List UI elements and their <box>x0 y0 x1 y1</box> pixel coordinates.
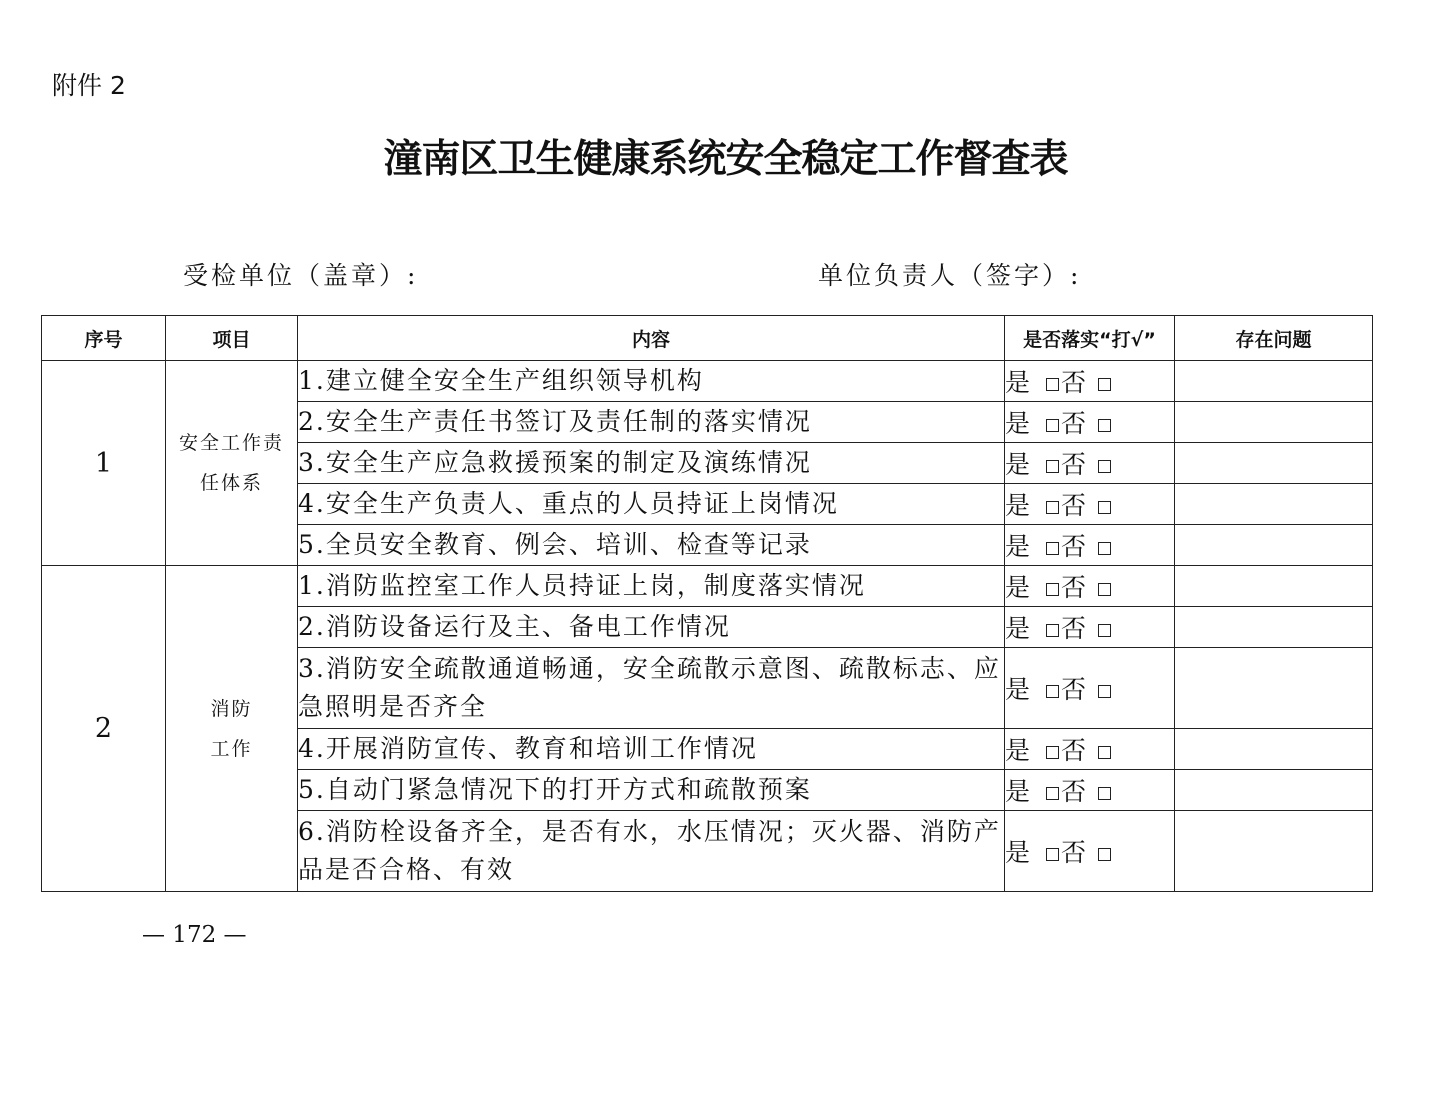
content-cell: 1.建立健全安全生产组织领导机构 <box>298 361 1005 402</box>
no-label: 否 <box>1061 409 1087 438</box>
header-content: 内容 <box>298 316 1005 361</box>
no-checkbox[interactable] <box>1098 501 1111 514</box>
content-cell: 2.消防设备运行及主、备电工作情况 <box>298 607 1005 648</box>
item-cell <box>166 566 298 892</box>
yes-label: 是 <box>1005 368 1031 397</box>
no-checkbox[interactable] <box>1098 460 1111 473</box>
implemented-check-cell <box>1005 566 1175 607</box>
yes-label: 是 <box>1005 736 1031 765</box>
no-label: 否 <box>1061 736 1087 765</box>
yes-label: 是 <box>1005 675 1031 704</box>
no-checkbox[interactable] <box>1098 542 1111 555</box>
yes-checkbox[interactable] <box>1046 746 1059 759</box>
no-checkbox[interactable] <box>1098 419 1111 432</box>
content-cell: 3.消防安全疏散通道畅通，安全疏散示意图、疏散标志、应急照明是否齐全 <box>298 648 1005 729</box>
content-cell: 5.全员安全教育、例会、培训、检查等记录 <box>298 525 1005 566</box>
header-seq: 序号 <box>42 316 166 361</box>
implemented-check-cell <box>1005 729 1175 770</box>
content-cell: 2.安全生产责任书签订及责任制的落实情况 <box>298 402 1005 443</box>
content-cell: 4.安全生产负责人、重点的人员持证上岗情况 <box>298 484 1005 525</box>
implemented-check-cell <box>1005 648 1175 729</box>
issues-cell[interactable] <box>1175 525 1373 566</box>
inspected-unit-label: 受检单位（盖章）: <box>183 261 419 290</box>
yes-checkbox[interactable] <box>1046 460 1059 473</box>
content-cell: 5.自动门紧急情况下的打开方式和疏散预案 <box>298 770 1005 811</box>
no-label: 否 <box>1061 450 1087 479</box>
page-number: — 172 — <box>142 922 247 948</box>
no-label: 否 <box>1061 491 1087 520</box>
header-issues: 存在问题 <box>1175 316 1373 361</box>
inspection-table <box>41 315 1373 892</box>
no-label: 否 <box>1061 573 1087 602</box>
content-cell: 4.开展消防宣传、教育和培训工作情况 <box>298 729 1005 770</box>
seq-cell: 2 <box>42 566 166 892</box>
yes-label: 是 <box>1005 450 1031 479</box>
page-title: 潼南区卫生健康系统安全稳定工作督查表 <box>383 136 1068 182</box>
yes-checkbox[interactable] <box>1046 848 1059 861</box>
item-cell <box>166 361 298 566</box>
issues-cell[interactable] <box>1175 729 1373 770</box>
yes-label: 是 <box>1005 409 1031 438</box>
yes-checkbox[interactable] <box>1046 583 1059 596</box>
responsible-person-label: 单位负责人（签字）: <box>818 261 1082 290</box>
issues-cell[interactable] <box>1175 607 1373 648</box>
no-checkbox[interactable] <box>1098 583 1111 596</box>
implemented-check-cell <box>1005 525 1175 566</box>
no-label: 否 <box>1061 532 1087 561</box>
content-cell: 1.消防监控室工作人员持证上岗，制度落实情况 <box>298 566 1005 607</box>
implemented-check-cell <box>1005 770 1175 811</box>
item-label-line2: 工作 <box>210 737 253 760</box>
item-label-line1: 消防 <box>210 697 253 720</box>
yes-label: 是 <box>1005 573 1031 602</box>
no-label: 否 <box>1061 368 1087 397</box>
issues-cell[interactable] <box>1175 443 1373 484</box>
no-checkbox[interactable] <box>1098 624 1111 637</box>
no-label: 否 <box>1061 675 1087 704</box>
no-label: 否 <box>1061 838 1087 867</box>
yes-checkbox[interactable] <box>1046 685 1059 698</box>
yes-checkbox[interactable] <box>1046 542 1059 555</box>
yes-checkbox[interactable] <box>1046 787 1059 800</box>
content-cell: 6.消防栓设备齐全，是否有水，水压情况；灭火器、消防产品是否合格、有效 <box>298 811 1005 892</box>
yes-label: 是 <box>1005 838 1031 867</box>
yes-label: 是 <box>1005 614 1031 643</box>
table-row <box>42 361 1373 402</box>
yes-checkbox[interactable] <box>1046 624 1059 637</box>
issues-cell[interactable] <box>1175 648 1373 729</box>
content-cell: 3.安全生产应急救援预案的制定及演练情况 <box>298 443 1005 484</box>
item-label-line1: 安全工作责 <box>178 432 284 454</box>
item-label-line2: 任体系 <box>199 472 263 494</box>
yes-label: 是 <box>1005 777 1031 806</box>
issues-cell[interactable] <box>1175 484 1373 525</box>
implemented-check-cell <box>1005 484 1175 525</box>
header-item: 项目 <box>166 316 298 361</box>
yes-checkbox[interactable] <box>1046 419 1059 432</box>
seq-cell: 1 <box>42 361 166 566</box>
no-checkbox[interactable] <box>1098 685 1111 698</box>
table-header-row <box>42 316 1373 361</box>
no-label: 否 <box>1061 614 1087 643</box>
implemented-check-cell <box>1005 607 1175 648</box>
implemented-check-cell <box>1005 361 1175 402</box>
implemented-check-cell <box>1005 443 1175 484</box>
no-checkbox[interactable] <box>1098 787 1111 800</box>
yes-checkbox[interactable] <box>1046 378 1059 391</box>
yes-checkbox[interactable] <box>1046 501 1059 514</box>
no-checkbox[interactable] <box>1098 378 1111 391</box>
issues-cell[interactable] <box>1175 566 1373 607</box>
issues-cell[interactable] <box>1175 811 1373 892</box>
header-implemented: 是否落实“打√” <box>1005 316 1175 361</box>
annex-label: 附件 2 <box>52 71 126 100</box>
table-row <box>42 566 1373 607</box>
no-checkbox[interactable] <box>1098 746 1111 759</box>
issues-cell[interactable] <box>1175 361 1373 402</box>
no-label: 否 <box>1061 777 1087 806</box>
yes-label: 是 <box>1005 532 1031 561</box>
implemented-check-cell <box>1005 811 1175 892</box>
yes-label: 是 <box>1005 491 1031 520</box>
no-checkbox[interactable] <box>1098 848 1111 861</box>
issues-cell[interactable] <box>1175 402 1373 443</box>
table-body <box>42 361 1373 892</box>
implemented-check-cell <box>1005 402 1175 443</box>
issues-cell[interactable] <box>1175 770 1373 811</box>
